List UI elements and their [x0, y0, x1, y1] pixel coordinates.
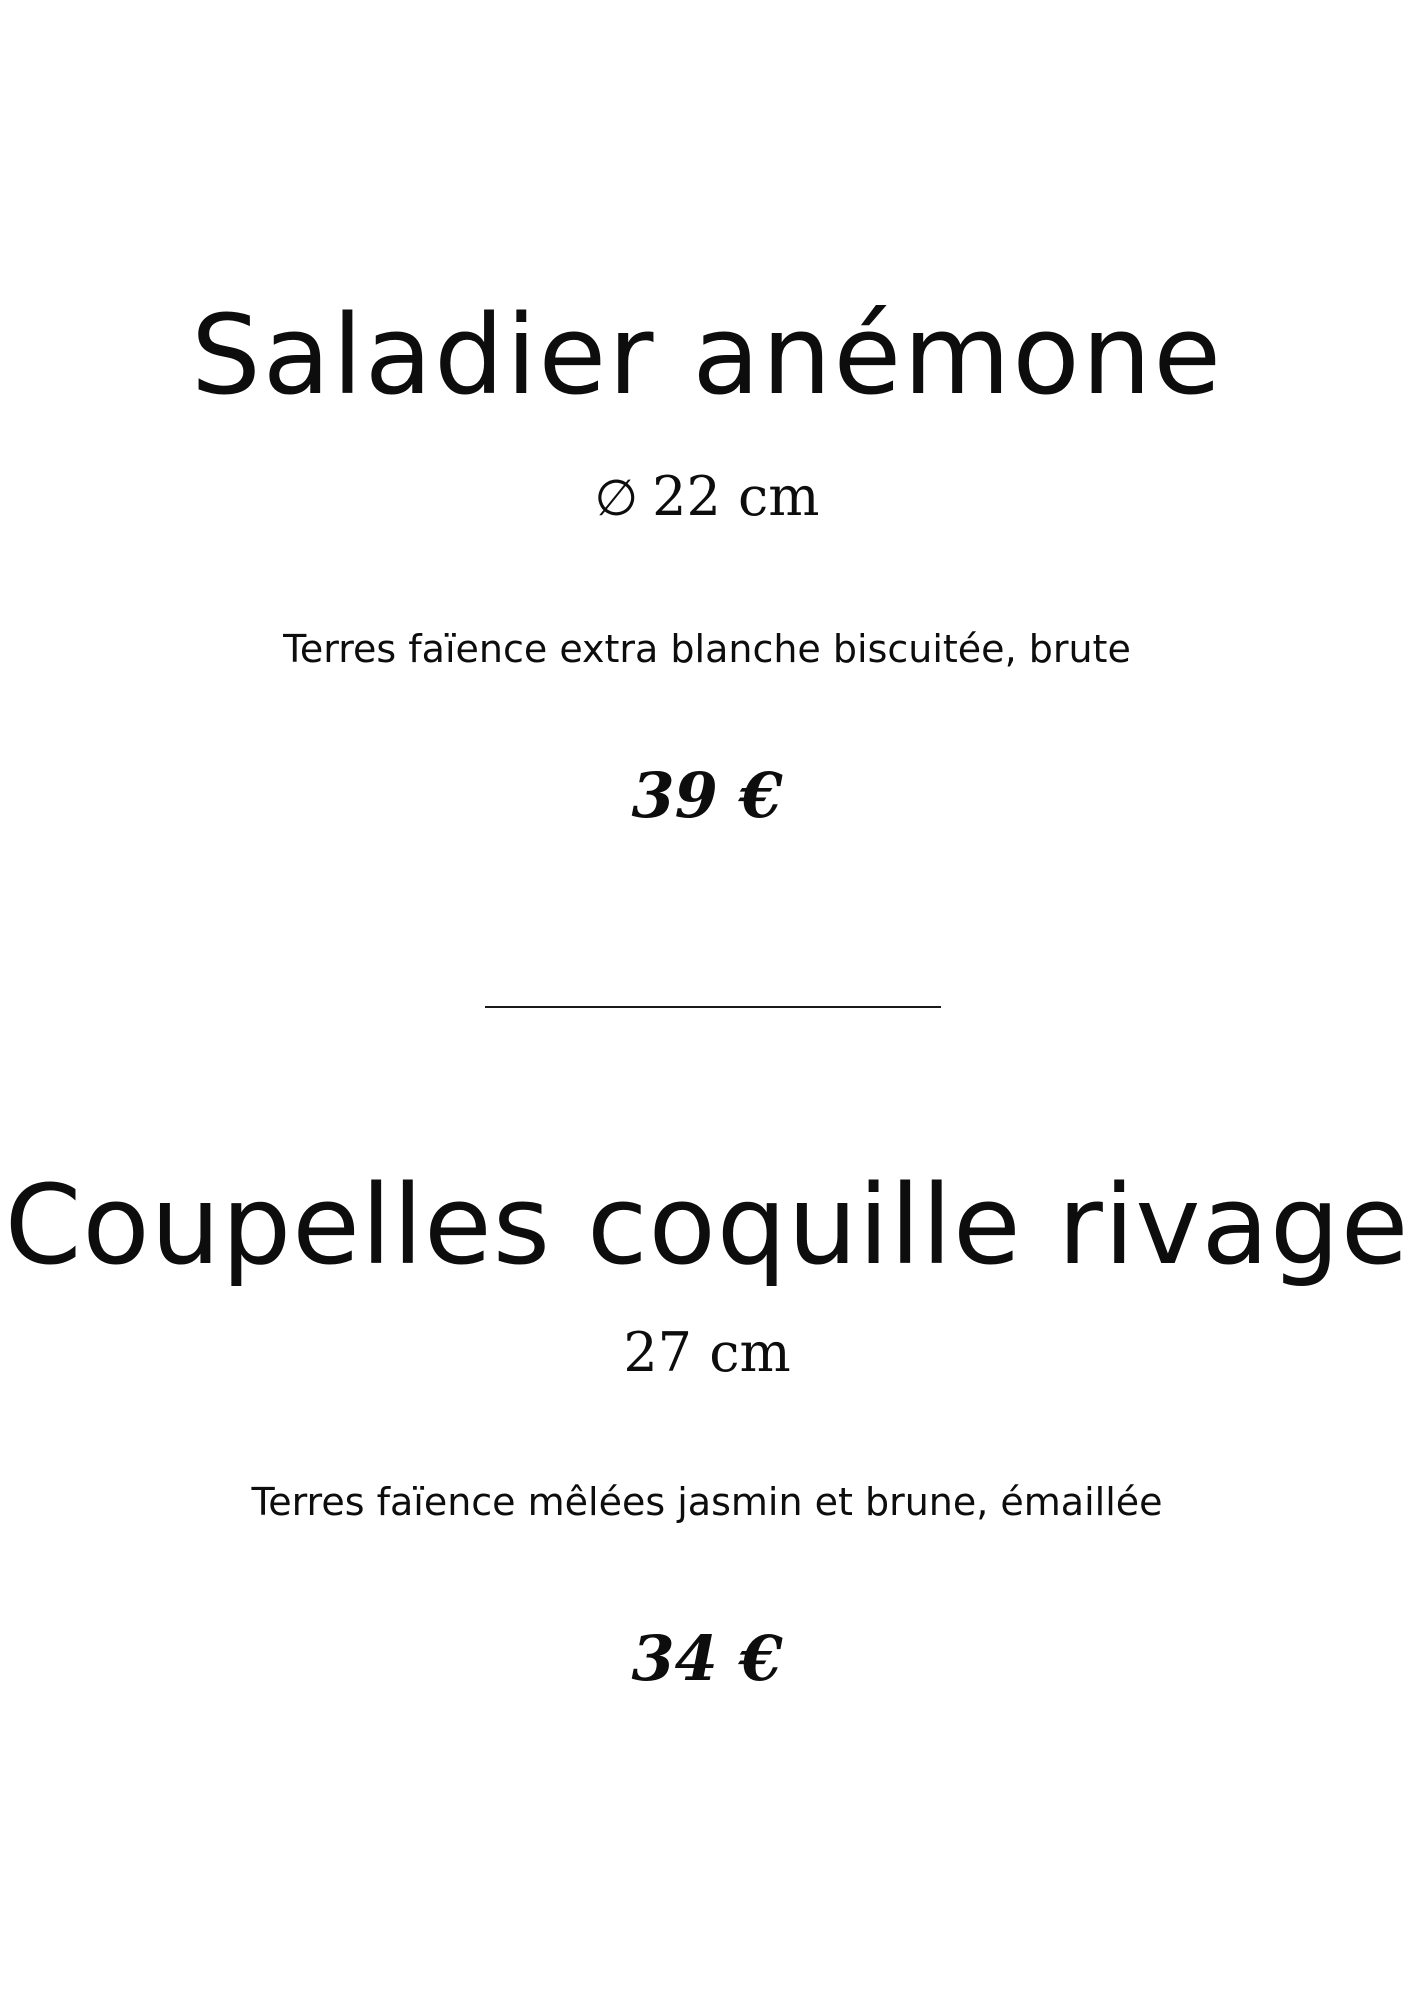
product-title: Coupelles coquille rivage: [4, 1161, 1410, 1289]
section-divider: [485, 1006, 941, 1008]
product-description: Terres faïence mêlées jasmin et brune, émaillée: [251, 1480, 1163, 1524]
product-price: 39 €: [631, 759, 783, 832]
product-description: Terres faïence extra blanche biscuitée, brute: [283, 627, 1131, 671]
diameter-icon: ∅: [594, 469, 639, 527]
product-size: 27 cm: [623, 1321, 791, 1384]
product-size: [0, 465, 1414, 528]
product-title: Saladier anémone: [190, 291, 1224, 419]
product-size-value: 22 cm: [652, 465, 820, 528]
product-price: 34 €: [631, 1622, 783, 1695]
